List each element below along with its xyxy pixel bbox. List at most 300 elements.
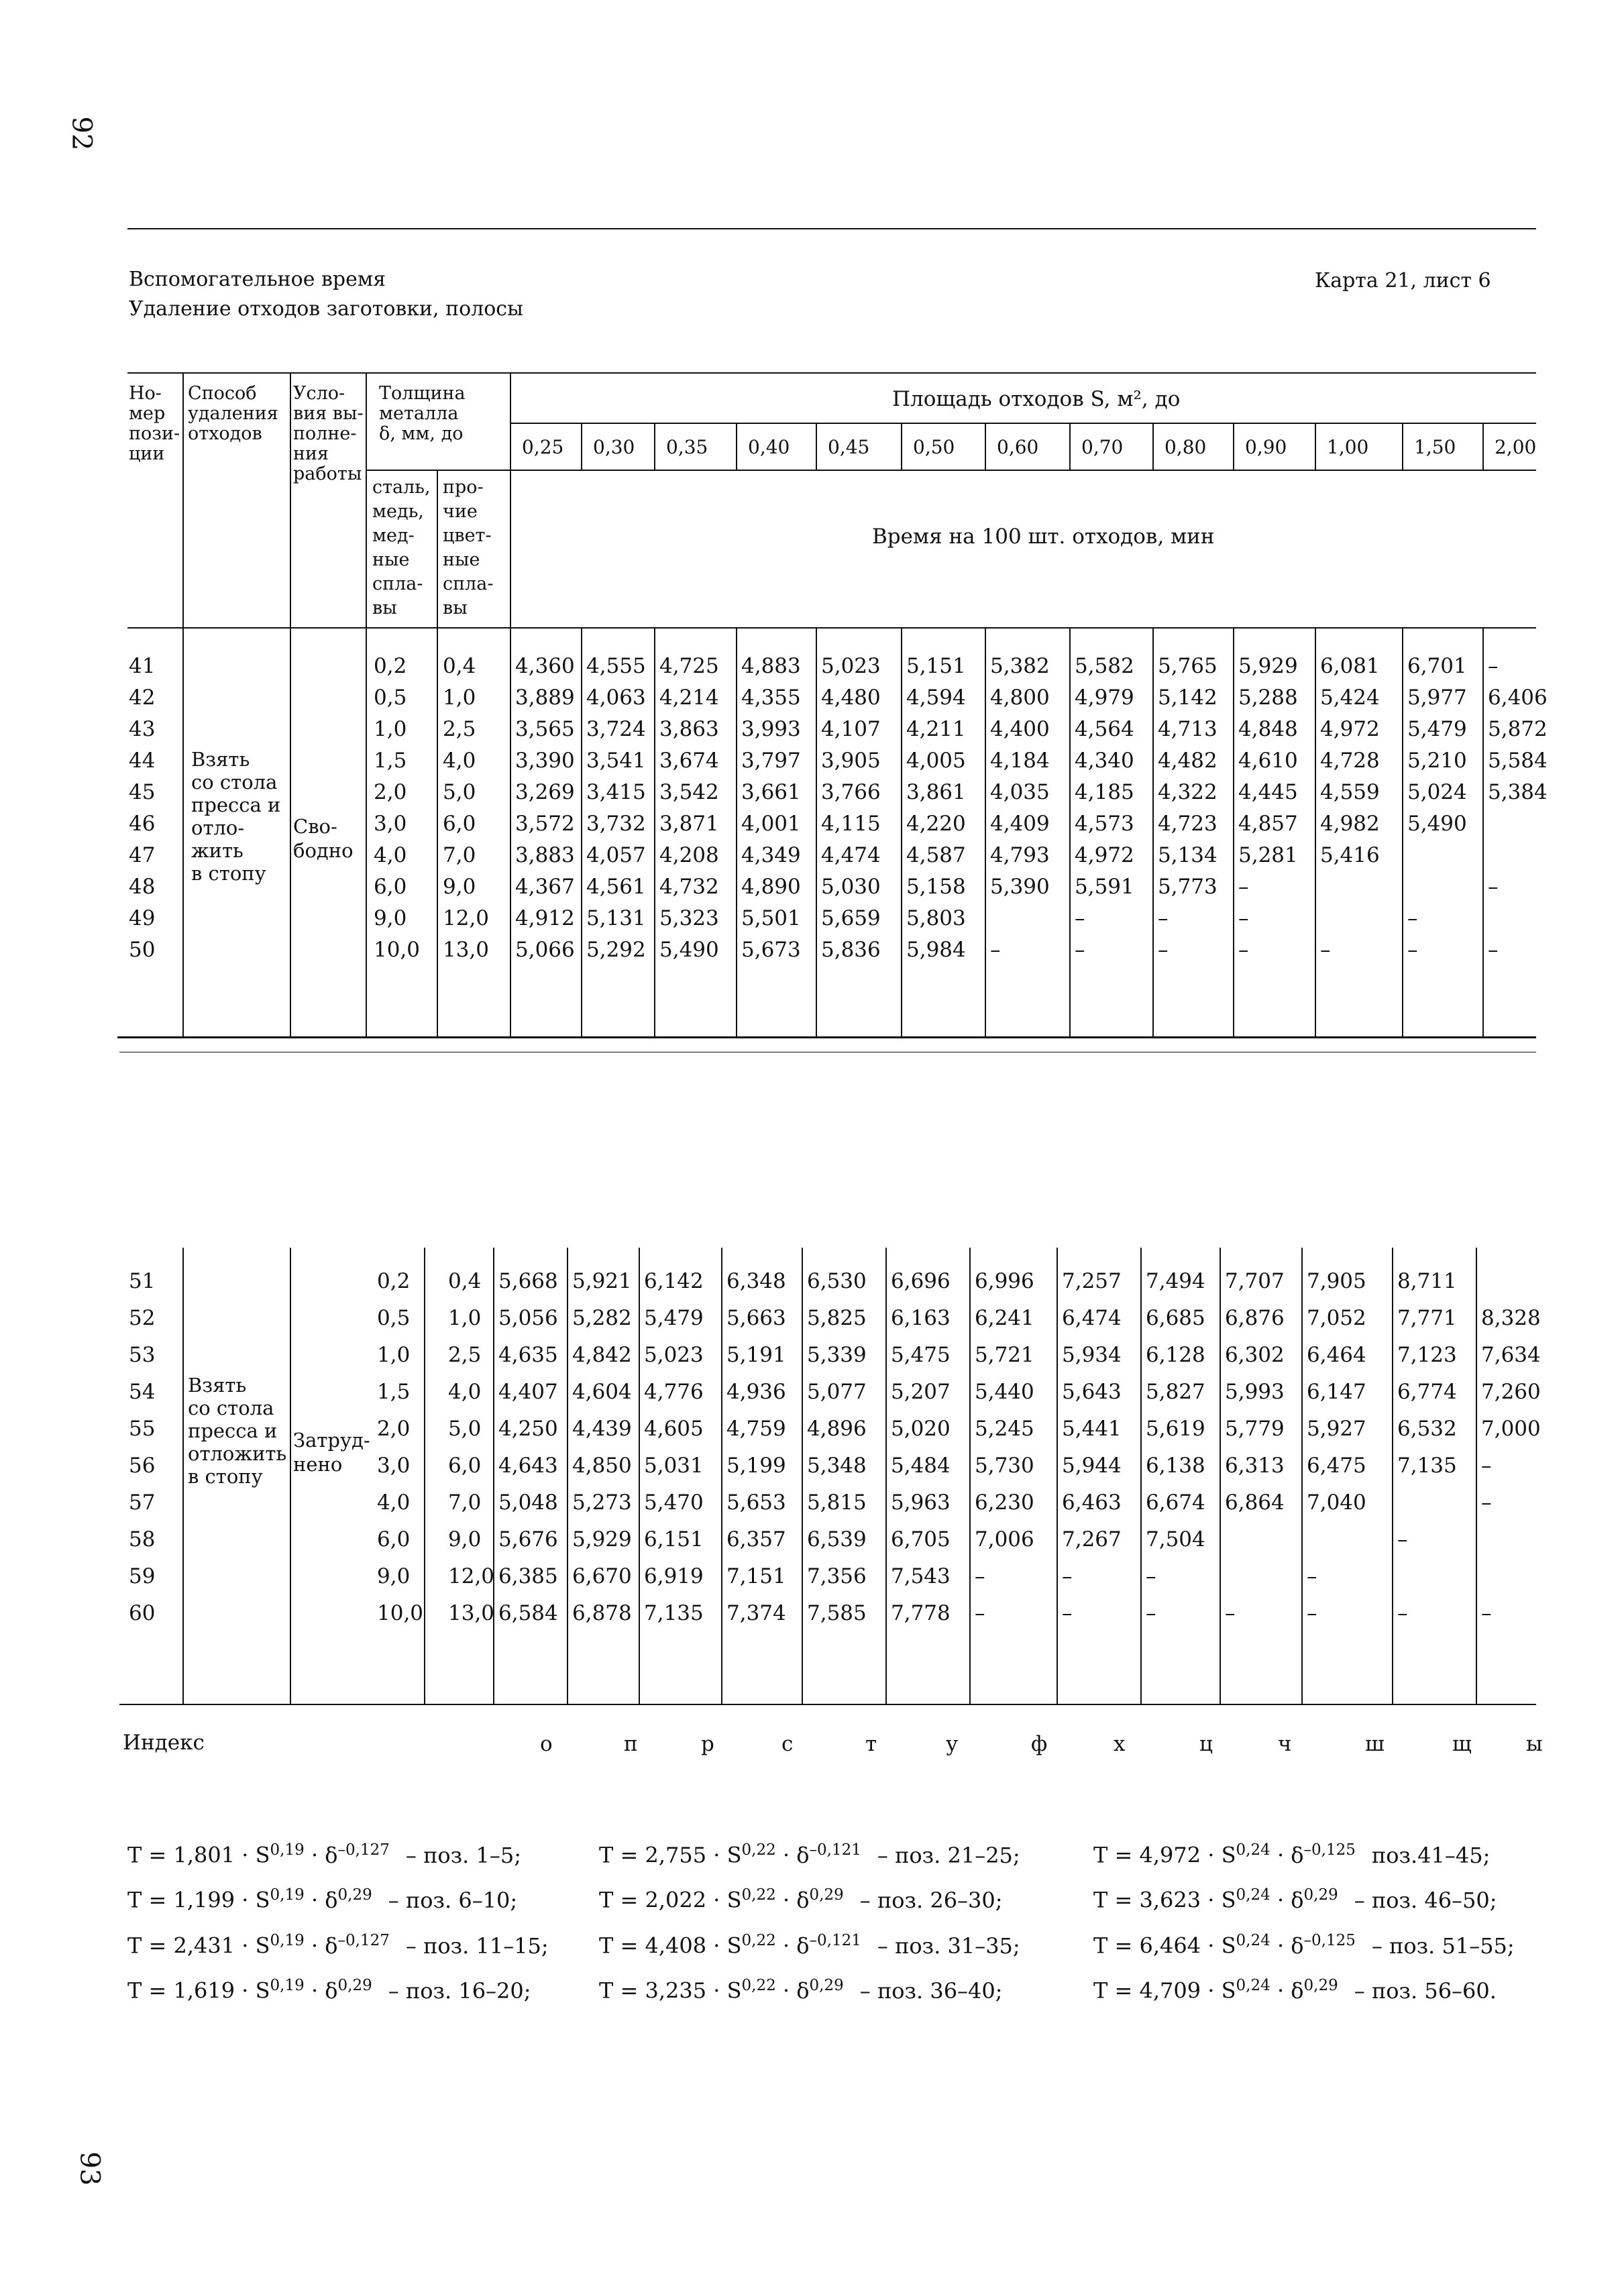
time-value: –	[1481, 1454, 1492, 1478]
col-header-other-alloys: спла-	[443, 574, 494, 594]
time-value: 4,439	[572, 1417, 632, 1441]
time-value: 4,474	[821, 843, 881, 867]
time-value: 5,591	[1075, 875, 1134, 899]
column-divider	[182, 1248, 184, 1704]
thickness-steel: 1,5	[377, 1380, 411, 1404]
time-value: 5,292	[586, 938, 646, 962]
thickness-other: 12,0	[443, 906, 490, 930]
time-value: 5,441	[1062, 1417, 1122, 1441]
column-divider	[493, 1248, 494, 1704]
time-value: 3,565	[515, 717, 575, 741]
time-value: 4,713	[1158, 717, 1217, 741]
formula-part: 0,22	[741, 1932, 776, 1949]
formula-part: 0,24	[1236, 1932, 1270, 1949]
formula-part: · δ	[304, 1977, 338, 2004]
time-value: –	[975, 1564, 985, 1588]
time-value: 3,541	[586, 749, 646, 773]
col-header-other-alloys: ные	[443, 549, 480, 570]
formula	[127, 1977, 531, 2004]
column-divider	[1069, 627, 1071, 1036]
area-header: Площадь отходов S, м², до	[892, 387, 1181, 411]
time-value: 5,619	[1146, 1417, 1205, 1441]
index-letter: т	[865, 1732, 877, 1756]
column-divider	[290, 1248, 291, 1704]
time-value: 4,732	[659, 875, 719, 899]
time-value: 5,031	[644, 1454, 704, 1478]
column-divider	[885, 1248, 887, 1704]
time-value: 5,020	[891, 1417, 951, 1441]
time-value: 4,972	[1075, 843, 1134, 867]
formula-part: T = 3,235 · S	[599, 1977, 742, 2004]
index-letter: щ	[1452, 1732, 1472, 1756]
time-value: 5,501	[741, 906, 801, 930]
formula	[1093, 1932, 1515, 1959]
formula-part: 0,22	[741, 1841, 776, 1859]
work-condition: бодно	[293, 839, 354, 862]
time-value: 7,000	[1481, 1417, 1541, 1441]
work-condition: Сво-	[293, 815, 337, 838]
thickness-steel: 4,0	[377, 1490, 411, 1515]
time-value: 4,936	[726, 1380, 786, 1404]
col-header-other-alloys: цвет-	[443, 525, 492, 546]
time-value: 6,696	[891, 1269, 951, 1293]
thickness-other: 1,0	[443, 686, 476, 710]
area-value: 0,30	[593, 436, 635, 458]
time-value: 8,328	[1481, 1306, 1541, 1330]
removal-method: в стопу	[191, 862, 266, 885]
thickness-steel: 4,0	[374, 843, 407, 867]
formula-part: 0,19	[270, 1932, 305, 1949]
time-value: 7,052	[1307, 1306, 1366, 1330]
formula-part: 0,24	[1236, 1977, 1270, 1994]
time-value: 6,878	[572, 1601, 632, 1625]
time-value: 6,138	[1146, 1454, 1205, 1478]
area-value: 0,80	[1165, 436, 1207, 458]
area-value: 0,70	[1081, 436, 1124, 458]
formula-part: 0,29	[1303, 1886, 1338, 1904]
thickness-steel: 3,0	[377, 1454, 411, 1478]
time-value: 6,996	[975, 1269, 1034, 1293]
time-value: 7,135	[644, 1601, 704, 1625]
time-value: –	[1488, 938, 1499, 962]
col-header-other-alloys: вы	[443, 598, 468, 618]
time-value: 7,260	[1481, 1380, 1541, 1404]
thickness-steel: 1,0	[374, 717, 407, 741]
formula	[1093, 1886, 1497, 1913]
col-header-condition: ния	[293, 443, 329, 464]
thickness-steel: 0,5	[377, 1306, 411, 1330]
rule-line	[117, 1036, 1536, 1038]
rule-line	[127, 372, 1536, 374]
column-divider	[1069, 423, 1071, 470]
time-value: 5,384	[1488, 780, 1548, 804]
index-letter: у	[946, 1732, 959, 1756]
rule-line	[510, 423, 1536, 424]
area-value: 0,40	[748, 436, 790, 458]
time-value: 4,400	[990, 717, 1050, 741]
formula-part: T = 4,408 · S	[599, 1933, 742, 1959]
time-value: 5,023	[821, 654, 881, 678]
time-value: 4,005	[906, 749, 966, 773]
time-value: 5,390	[990, 875, 1050, 899]
time-value: 6,475	[1307, 1454, 1366, 1478]
column-divider	[182, 372, 184, 1036]
formula-part: –0,125	[1303, 1841, 1356, 1859]
column-divider	[721, 1248, 722, 1704]
time-value: 3,797	[741, 749, 801, 773]
formula-positions: – поз. 46–50;	[1354, 1887, 1497, 1913]
time-value: 7,356	[807, 1564, 867, 1588]
column-divider	[510, 372, 511, 1036]
formula-part: · δ	[775, 1933, 810, 1959]
thickness-steel: 2,0	[374, 780, 407, 804]
time-value: 4,759	[726, 1417, 786, 1441]
time-value: –	[1158, 906, 1169, 930]
removal-method: отло-	[191, 816, 245, 839]
time-value: 6,674	[1146, 1490, 1205, 1515]
thickness-other: 7,0	[443, 843, 476, 867]
column-divider	[1392, 1248, 1393, 1704]
time-value: 5,475	[891, 1343, 951, 1367]
column-divider	[1301, 1248, 1303, 1704]
time-value: –	[1307, 1601, 1317, 1625]
time-value: 5,191	[726, 1343, 786, 1367]
time-value: 4,587	[906, 843, 966, 867]
formula-part: –0,121	[809, 1841, 861, 1859]
formula-positions: – поз. 36–40;	[859, 1977, 1003, 2004]
time-value: 3,905	[821, 749, 881, 773]
column-divider	[1315, 627, 1316, 1036]
position-number: 42	[129, 686, 156, 710]
time-value: –	[990, 938, 1001, 962]
column-divider	[1402, 627, 1403, 1036]
time-value: 4,776	[644, 1380, 704, 1404]
index-letter: ч	[1278, 1732, 1292, 1756]
time-value: 5,479	[1407, 717, 1467, 741]
time-value: 5,288	[1238, 686, 1298, 710]
time-value: –	[1062, 1564, 1073, 1588]
page-number-bottom: 93	[74, 2151, 105, 2186]
area-value: 2,00	[1495, 436, 1537, 458]
time-value: –	[1146, 1601, 1156, 1625]
time-value: 5,929	[572, 1527, 632, 1552]
formula	[127, 1841, 521, 1868]
column-divider	[437, 470, 438, 627]
time-value: 7,135	[1397, 1454, 1457, 1478]
formula-positions: – поз. 1–5;	[405, 1842, 521, 1868]
removal-method: Взять	[191, 748, 250, 771]
time-value: 4,184	[990, 749, 1050, 773]
time-value: 3,732	[586, 812, 646, 836]
formula-part: T = 2,431 · S	[127, 1933, 270, 1959]
time-value: 4,250	[498, 1417, 558, 1441]
time-value: 4,220	[906, 812, 966, 836]
thickness-steel: 1,0	[377, 1343, 411, 1367]
column-divider	[581, 423, 582, 470]
time-value: 5,779	[1225, 1417, 1285, 1441]
position-number: 46	[129, 812, 156, 836]
time-value: 3,390	[515, 749, 575, 773]
time-value: 5,282	[572, 1306, 632, 1330]
col-header-steel: вы	[372, 598, 397, 618]
column-divider	[985, 423, 986, 470]
time-value: 5,927	[1307, 1417, 1366, 1441]
time-value: 4,982	[1320, 812, 1380, 836]
position-number: 49	[129, 906, 156, 930]
time-value: 5,827	[1146, 1380, 1205, 1404]
time-value: 5,273	[572, 1490, 632, 1515]
time-value: 4,896	[807, 1417, 867, 1441]
formula-positions: поз.41–45;	[1371, 1842, 1491, 1868]
time-value: 7,123	[1397, 1343, 1457, 1367]
rule-line	[127, 228, 1536, 229]
formula-positions: – поз. 56–60.	[1354, 1977, 1497, 2004]
column-divider	[1315, 423, 1316, 470]
time-value: 5,339	[807, 1343, 867, 1367]
col-header-thickness: металла	[379, 403, 459, 424]
index-letter: ф	[1031, 1732, 1048, 1756]
time-value: 4,594	[906, 686, 966, 710]
formula-part: 0,29	[337, 1886, 372, 1904]
formula-part: · δ	[775, 1977, 810, 2004]
time-value: 4,610	[1238, 749, 1298, 773]
column-divider	[437, 627, 438, 1036]
time-value: –	[1075, 906, 1085, 930]
formula	[599, 1932, 1020, 1959]
time-value: 4,035	[990, 780, 1050, 804]
thickness-other: 2,5	[448, 1343, 482, 1367]
time-value: –	[1062, 1601, 1073, 1625]
thickness-steel: 0,2	[374, 654, 407, 678]
removal-method: пресса и	[188, 1419, 278, 1442]
time-value: 4,445	[1238, 780, 1298, 804]
time-value: 5,131	[586, 906, 646, 930]
time-value: 6,302	[1225, 1343, 1285, 1367]
time-value: 3,863	[659, 717, 719, 741]
formula-part: · δ	[1270, 1977, 1304, 2004]
time-value: 5,066	[515, 938, 575, 962]
time-value: 4,883	[741, 654, 801, 678]
formula-part: 0,29	[337, 1977, 372, 1994]
time-value: 5,653	[726, 1490, 786, 1515]
time-value: 5,470	[644, 1490, 704, 1515]
column-divider	[816, 423, 817, 470]
time-value: 6,230	[975, 1490, 1034, 1515]
formula-part: T = 1,619 · S	[127, 1977, 270, 2004]
time-value: –	[1075, 938, 1085, 962]
time-value: 5,673	[741, 938, 801, 962]
time-value: 6,151	[644, 1527, 704, 1552]
time-value: 5,048	[498, 1490, 558, 1515]
time-value: 6,530	[807, 1269, 867, 1293]
time-value: 3,269	[515, 780, 575, 804]
formula-part: –0,127	[337, 1841, 390, 1859]
time-value: 5,348	[807, 1454, 867, 1478]
formula-part: · δ	[1270, 1933, 1304, 1959]
time-value: 7,543	[891, 1564, 951, 1588]
col-header-position: Но-	[129, 383, 162, 404]
time-value: 4,972	[1320, 717, 1380, 741]
time-value: 5,993	[1225, 1380, 1285, 1404]
column-divider	[1402, 423, 1403, 470]
time-value: –	[1488, 654, 1499, 678]
time-value: 4,800	[990, 686, 1050, 710]
time-value: 5,158	[906, 875, 966, 899]
formula-positions: – поз. 16–20;	[388, 1977, 531, 2004]
col-header-steel: спла-	[372, 574, 423, 594]
time-value: 5,440	[975, 1380, 1034, 1404]
thickness-other: 4,0	[448, 1380, 482, 1404]
time-value: 5,825	[807, 1306, 867, 1330]
header-subtitle: Удаление отходов заготовки, полосы	[129, 297, 523, 321]
time-value: 8,711	[1397, 1269, 1457, 1293]
thickness-other: 13,0	[443, 938, 490, 962]
col-header-steel: мед-	[372, 525, 415, 546]
time-value: 5,803	[906, 906, 966, 930]
column-divider	[1140, 1248, 1142, 1704]
column-divider	[1233, 423, 1234, 470]
formula	[1093, 1977, 1497, 2004]
thickness-other: 0,4	[448, 1269, 482, 1293]
time-value: 5,023	[644, 1343, 704, 1367]
formula-part: 0,19	[270, 1841, 305, 1859]
column-divider	[581, 627, 582, 1036]
time-value: 7,006	[975, 1527, 1034, 1552]
time-value: 4,208	[659, 843, 719, 867]
col-header-other-alloys: про-	[443, 477, 484, 498]
area-value: 0,60	[997, 436, 1039, 458]
formula-part: 0,24	[1236, 1886, 1270, 1904]
time-value: 6,701	[1407, 654, 1467, 678]
time-value: 4,349	[741, 843, 801, 867]
position-number: 54	[129, 1380, 156, 1404]
formula-part: –0,121	[809, 1932, 861, 1949]
time-value: 6,464	[1307, 1343, 1366, 1367]
col-header-condition: работы	[293, 464, 362, 484]
index-letter: р	[701, 1732, 714, 1756]
removal-method: со стола	[191, 771, 278, 794]
time-value: 5,984	[906, 938, 966, 962]
time-value: 4,480	[821, 686, 881, 710]
position-number: 52	[129, 1306, 156, 1330]
area-value: 0,45	[828, 436, 870, 458]
col-header-position: ции	[129, 443, 165, 464]
index-letter: х	[1114, 1732, 1126, 1756]
formula	[1093, 1841, 1490, 1868]
time-value: 5,424	[1320, 686, 1380, 710]
column-divider	[1233, 627, 1234, 1036]
thickness-other: 6,0	[443, 812, 476, 836]
time-value: 4,340	[1075, 749, 1134, 773]
time-value: 4,559	[1320, 780, 1380, 804]
time-value: –	[1488, 875, 1499, 899]
time-value: 4,214	[659, 686, 719, 710]
time-value: 5,210	[1407, 749, 1467, 773]
time-value: 4,322	[1158, 780, 1217, 804]
time-value: 5,773	[1158, 875, 1217, 899]
time-value: 7,040	[1307, 1490, 1366, 1515]
time-value: 5,676	[498, 1527, 558, 1552]
position-number: 51	[129, 1269, 156, 1293]
thickness-other: 1,0	[448, 1306, 482, 1330]
time-value: 5,382	[990, 654, 1050, 678]
thickness-steel: 6,0	[374, 875, 407, 899]
time-value: 5,056	[498, 1306, 558, 1330]
time-value: 6,163	[891, 1306, 951, 1330]
formula-part: T = 6,464 · S	[1093, 1933, 1236, 1959]
time-value: 5,765	[1158, 654, 1217, 678]
thickness-steel: 0,2	[377, 1269, 411, 1293]
time-value: 3,415	[586, 780, 646, 804]
col-header-thickness: Толщина	[379, 383, 466, 404]
position-number: 44	[129, 749, 156, 773]
time-value: 5,721	[975, 1343, 1034, 1367]
time-value: 4,793	[990, 843, 1050, 867]
time-header: Время на 100 шт. отходов, мин	[872, 525, 1215, 549]
time-value: 6,463	[1062, 1490, 1122, 1515]
time-value: 5,024	[1407, 780, 1467, 804]
time-value: 3,724	[586, 717, 646, 741]
time-value: 3,889	[515, 686, 575, 710]
position-number: 60	[129, 1601, 156, 1625]
page-number-top: 92	[66, 116, 97, 151]
area-value: 0,90	[1245, 436, 1287, 458]
time-value: 5,872	[1488, 717, 1548, 741]
time-value: 3,766	[821, 780, 881, 804]
rule-line	[510, 470, 1536, 471]
time-value: 5,663	[726, 1306, 786, 1330]
time-value: –	[1397, 1601, 1408, 1625]
time-value: 5,142	[1158, 686, 1217, 710]
thickness-other: 13,0	[448, 1601, 495, 1625]
index-letter: п	[624, 1732, 638, 1756]
time-value: –	[1481, 1490, 1492, 1515]
column-divider	[736, 627, 737, 1036]
formula-part: · δ	[304, 1842, 338, 1868]
col-header-steel: сталь,	[372, 477, 431, 498]
col-header-steel: ные	[372, 549, 410, 570]
time-value: 5,582	[1075, 654, 1134, 678]
time-value: 4,564	[1075, 717, 1134, 741]
time-value: 6,532	[1397, 1417, 1457, 1441]
col-header-steel: медь,	[372, 501, 424, 522]
time-value: 5,836	[821, 938, 881, 962]
time-value: 6,584	[498, 1601, 558, 1625]
time-value: 5,245	[975, 1417, 1034, 1441]
thickness-other: 4,0	[443, 749, 476, 773]
column-divider	[639, 1248, 640, 1704]
time-value: 6,685	[1146, 1306, 1205, 1330]
time-value: 7,585	[807, 1601, 867, 1625]
time-value: 4,635	[498, 1343, 558, 1367]
time-value: –	[1146, 1564, 1156, 1588]
time-value: –	[975, 1601, 985, 1625]
area-value: 1,50	[1414, 436, 1456, 458]
time-value: 4,573	[1075, 812, 1134, 836]
column-divider	[901, 627, 902, 1036]
time-value: –	[1238, 906, 1249, 930]
index-letter: о	[540, 1732, 553, 1756]
time-value: 4,407	[498, 1380, 558, 1404]
time-value: 6,774	[1397, 1380, 1457, 1404]
time-value: 5,151	[906, 654, 966, 678]
time-value: 4,723	[1158, 812, 1217, 836]
time-value: 4,842	[572, 1343, 632, 1367]
column-divider	[802, 1248, 803, 1704]
thickness-steel: 9,0	[374, 906, 407, 930]
position-number: 59	[129, 1564, 156, 1588]
time-value: 4,850	[572, 1454, 632, 1478]
